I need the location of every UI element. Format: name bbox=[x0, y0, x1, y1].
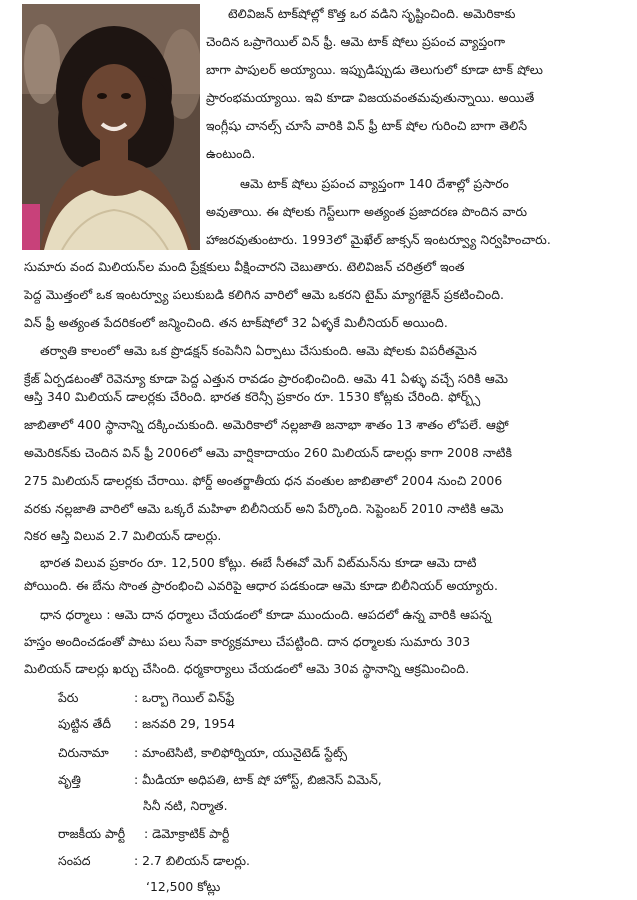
para1-line-6: ఉంటుంది. bbox=[206, 146, 256, 161]
profile-address-label: చిరునామా bbox=[58, 745, 109, 760]
profile-dob-value: : జనవరి 29, 1954 bbox=[134, 716, 236, 731]
para2-line-2: అవుతాయి. ఈ షోలకు గెస్ట్‌లుగా అత్యంత ప్రజాదరణ పొందిన వారు bbox=[206, 204, 528, 219]
para1-line-3: బాగా పాపులర్ అయ్యాయి. ఇప్పుడిప్పుడు తెలుగులో కూడా టాక్ షోలు bbox=[206, 62, 543, 77]
para1-line-2: చెందిన ఒప్రాగెయిల్ విన్ ఫ్రీ. ఆమె టాక్ షోలు ప్రపంచ వ్యాప్తంగా bbox=[206, 34, 506, 49]
para3-line-3: ఆస్తి 340 మిలియన్ డాలర్లకు చేరింది. భారత కరెన్సీ ప్రకారం రూ. 1530 కోట్లకు చేరింది. ఫోర్బ్స్ bbox=[24, 389, 481, 404]
para2-line-1: ఆమె టాక్ షోలు ప్రపంచ వ్యాప్తంగా 140 దేశాల్లో ప్రసారం bbox=[240, 176, 509, 191]
para3-line-7: వరకు నల్లజాతి వారిలో ఆమె ఒక్కరే మహిళా బిలీనియర్ అని పేర్కొంది. సెప్టెంబర్ 2010 నాటికి ఆమె bbox=[24, 501, 504, 516]
profile-dob-label: పుట్టిన తేదీ bbox=[58, 716, 111, 731]
para3-line-1: తర్వాతి కాలంలో ఆమె ఒక ప్రొడక్షన్ కంపెనీని ఏర్పాటు చేసుకుంది. ఆమె షోలకు విపరీతమైన bbox=[40, 343, 477, 358]
para5-line-1: ధాన ధర్మాలు : ఆమె దాన ధర్మాలు చేయడంలో కూడా ముందుంది. ఆపదలో ఉన్న వారికి ఆపన్న bbox=[40, 607, 492, 622]
para3-line-4: జాబితాలో 400 స్థానాన్ని దక్కించుకుంది. అమెరికాలో నల్లజాతి జనాభా శాతం 13 శాతం లోపలే. ఆఫ్రో bbox=[24, 417, 509, 432]
profile-party-label: రాజకీయ పార్టీ bbox=[58, 826, 126, 841]
profile-wealth-value-cont: ‘12,500 కోట్లు bbox=[146, 879, 221, 894]
profile-name-label: పేరు bbox=[58, 690, 79, 705]
profile-wealth-value: : 2.7 బిలియన్ డాలర్లు. bbox=[134, 853, 250, 868]
para2-line-6: విన్ ఫ్రీ అత్యంత పేదరికంలో జన్మించింది. తన టాక్‌షో‌లో 32 ఏళ్ళకే మిలీనియర్ అయింది. bbox=[24, 315, 448, 330]
portrait-photo bbox=[22, 4, 200, 250]
para5-line-3: మిలియన్ డాలర్లు ఖర్చు చేసింది. ధర్మకార్యాలు చేయడంలో ఆమె 30వ స్థానాన్ని ఆక్రమించింది. bbox=[24, 661, 470, 676]
profile-address-value: : మాంటెసిటి, కాలిఫోర్నియా, యునైటెడ్ స్టేట్స్ bbox=[134, 745, 348, 760]
para3-line-5: అమెరికన్‌కు చెందిన విన్ ఫ్రీ 2006లో ఆమె వార్షికాదాయం 260 మిలియన్ డాలర్లు కాగా 2008 నాటికి bbox=[24, 445, 513, 460]
para2-line-4: సుమారు వంద మిలియన్‌ల మంది ప్రేక్షకులు వీక్షించారని చెబుతారు. టెలివిజన్ చరిత్రలో ఇంత bbox=[24, 259, 465, 274]
profile-name-value: : ఒర్బా గెయిల్ విన్‌ఫ్రే bbox=[134, 690, 235, 705]
para2-line-3: హాజరవుతుంటారు. 1993లో మైఖేల్ జాక్సన్ ఇంటర్వ్యూ నిర్వహించారు. bbox=[206, 232, 551, 247]
para3-line-6: 275 మిలియన్ డాలర్లకు చేరాయి. ఫోర్డ్ అంతర్జాతీయ ధన వంతుల జాబితాలో 2004 నుంచి 2006 bbox=[24, 473, 503, 488]
portrait-illustration bbox=[22, 4, 200, 250]
para5-line-2: హస్తం అందించడంతో పాటు పలు సేవా కార్యక్రమాలు చేపట్టింది. దాన ధర్మాలకు సుమారు 303 bbox=[24, 634, 471, 649]
para1-line-1: టెలివిజన్ టాక్‌షోల్లో కొత్త ఒర వడిని సృష్టించింది. అమెరికాకు bbox=[228, 6, 516, 21]
para4-line-1: భారత విలువ ప్రకారం రూ. 12,500 కోట్లు. ఈబే సీఈవో మెగ్ విట్‌మన్‌ను కూడా ఆమె దాటి bbox=[40, 555, 477, 570]
para1-line-5: ఇంగ్లీషు చానల్స్ చూసే వారికి విన్ ఫ్రీ టాక్ షోల గురించి బాగా తెలిసే bbox=[206, 118, 528, 133]
para2-line-5: పెద్ద మొత్తంలో ఒక ఇంటర్వ్యూ పలుకుబడి కలిగిన వారిలో ఆమె ఒకరని టైమ్ మ్యాగజైన్ ప్రకటించింది. bbox=[24, 287, 505, 302]
para3-line-8: నికర ఆస్తి విలువ 2.7 మిలియన్ డాలర్లు. bbox=[24, 528, 222, 543]
profile-profession-label: వృత్తి bbox=[58, 772, 81, 787]
profile-profession-value: : మీడియా అధిపతి, టాక్ షో హోస్ట్, బిజినెస్ విమెన్, bbox=[134, 772, 382, 787]
profile-party-value: : డెమోక్రాటిక్ పార్టీ bbox=[144, 826, 230, 841]
profile-profession-value-cont: సినీ నటి, నిర్మాత. bbox=[143, 798, 228, 813]
profile-wealth-label: సంపద bbox=[58, 853, 91, 868]
para1-line-4: ప్రారంభమయ్యాయి. ఇవి కూడా విజయవంతమవుతున్నాయి. అయితే bbox=[206, 90, 535, 105]
para4-line-2: పోయింది. ఈ బేను సొంత ప్రారంభించి ఎవరిపై ఆధార పడకుండా ఆమె కూడా బిలీనియర్ అయ్యారు. bbox=[24, 578, 498, 593]
para3-line-2: క్రేజ్ ఏర్పడటంతో రెవెన్యూ కూడా పెద్ద ఎత్తున రావడం ప్రారంభించింది. ఆమె 41 ఏళ్ళు వచ్చే సరికి ఆమె bbox=[24, 371, 509, 386]
